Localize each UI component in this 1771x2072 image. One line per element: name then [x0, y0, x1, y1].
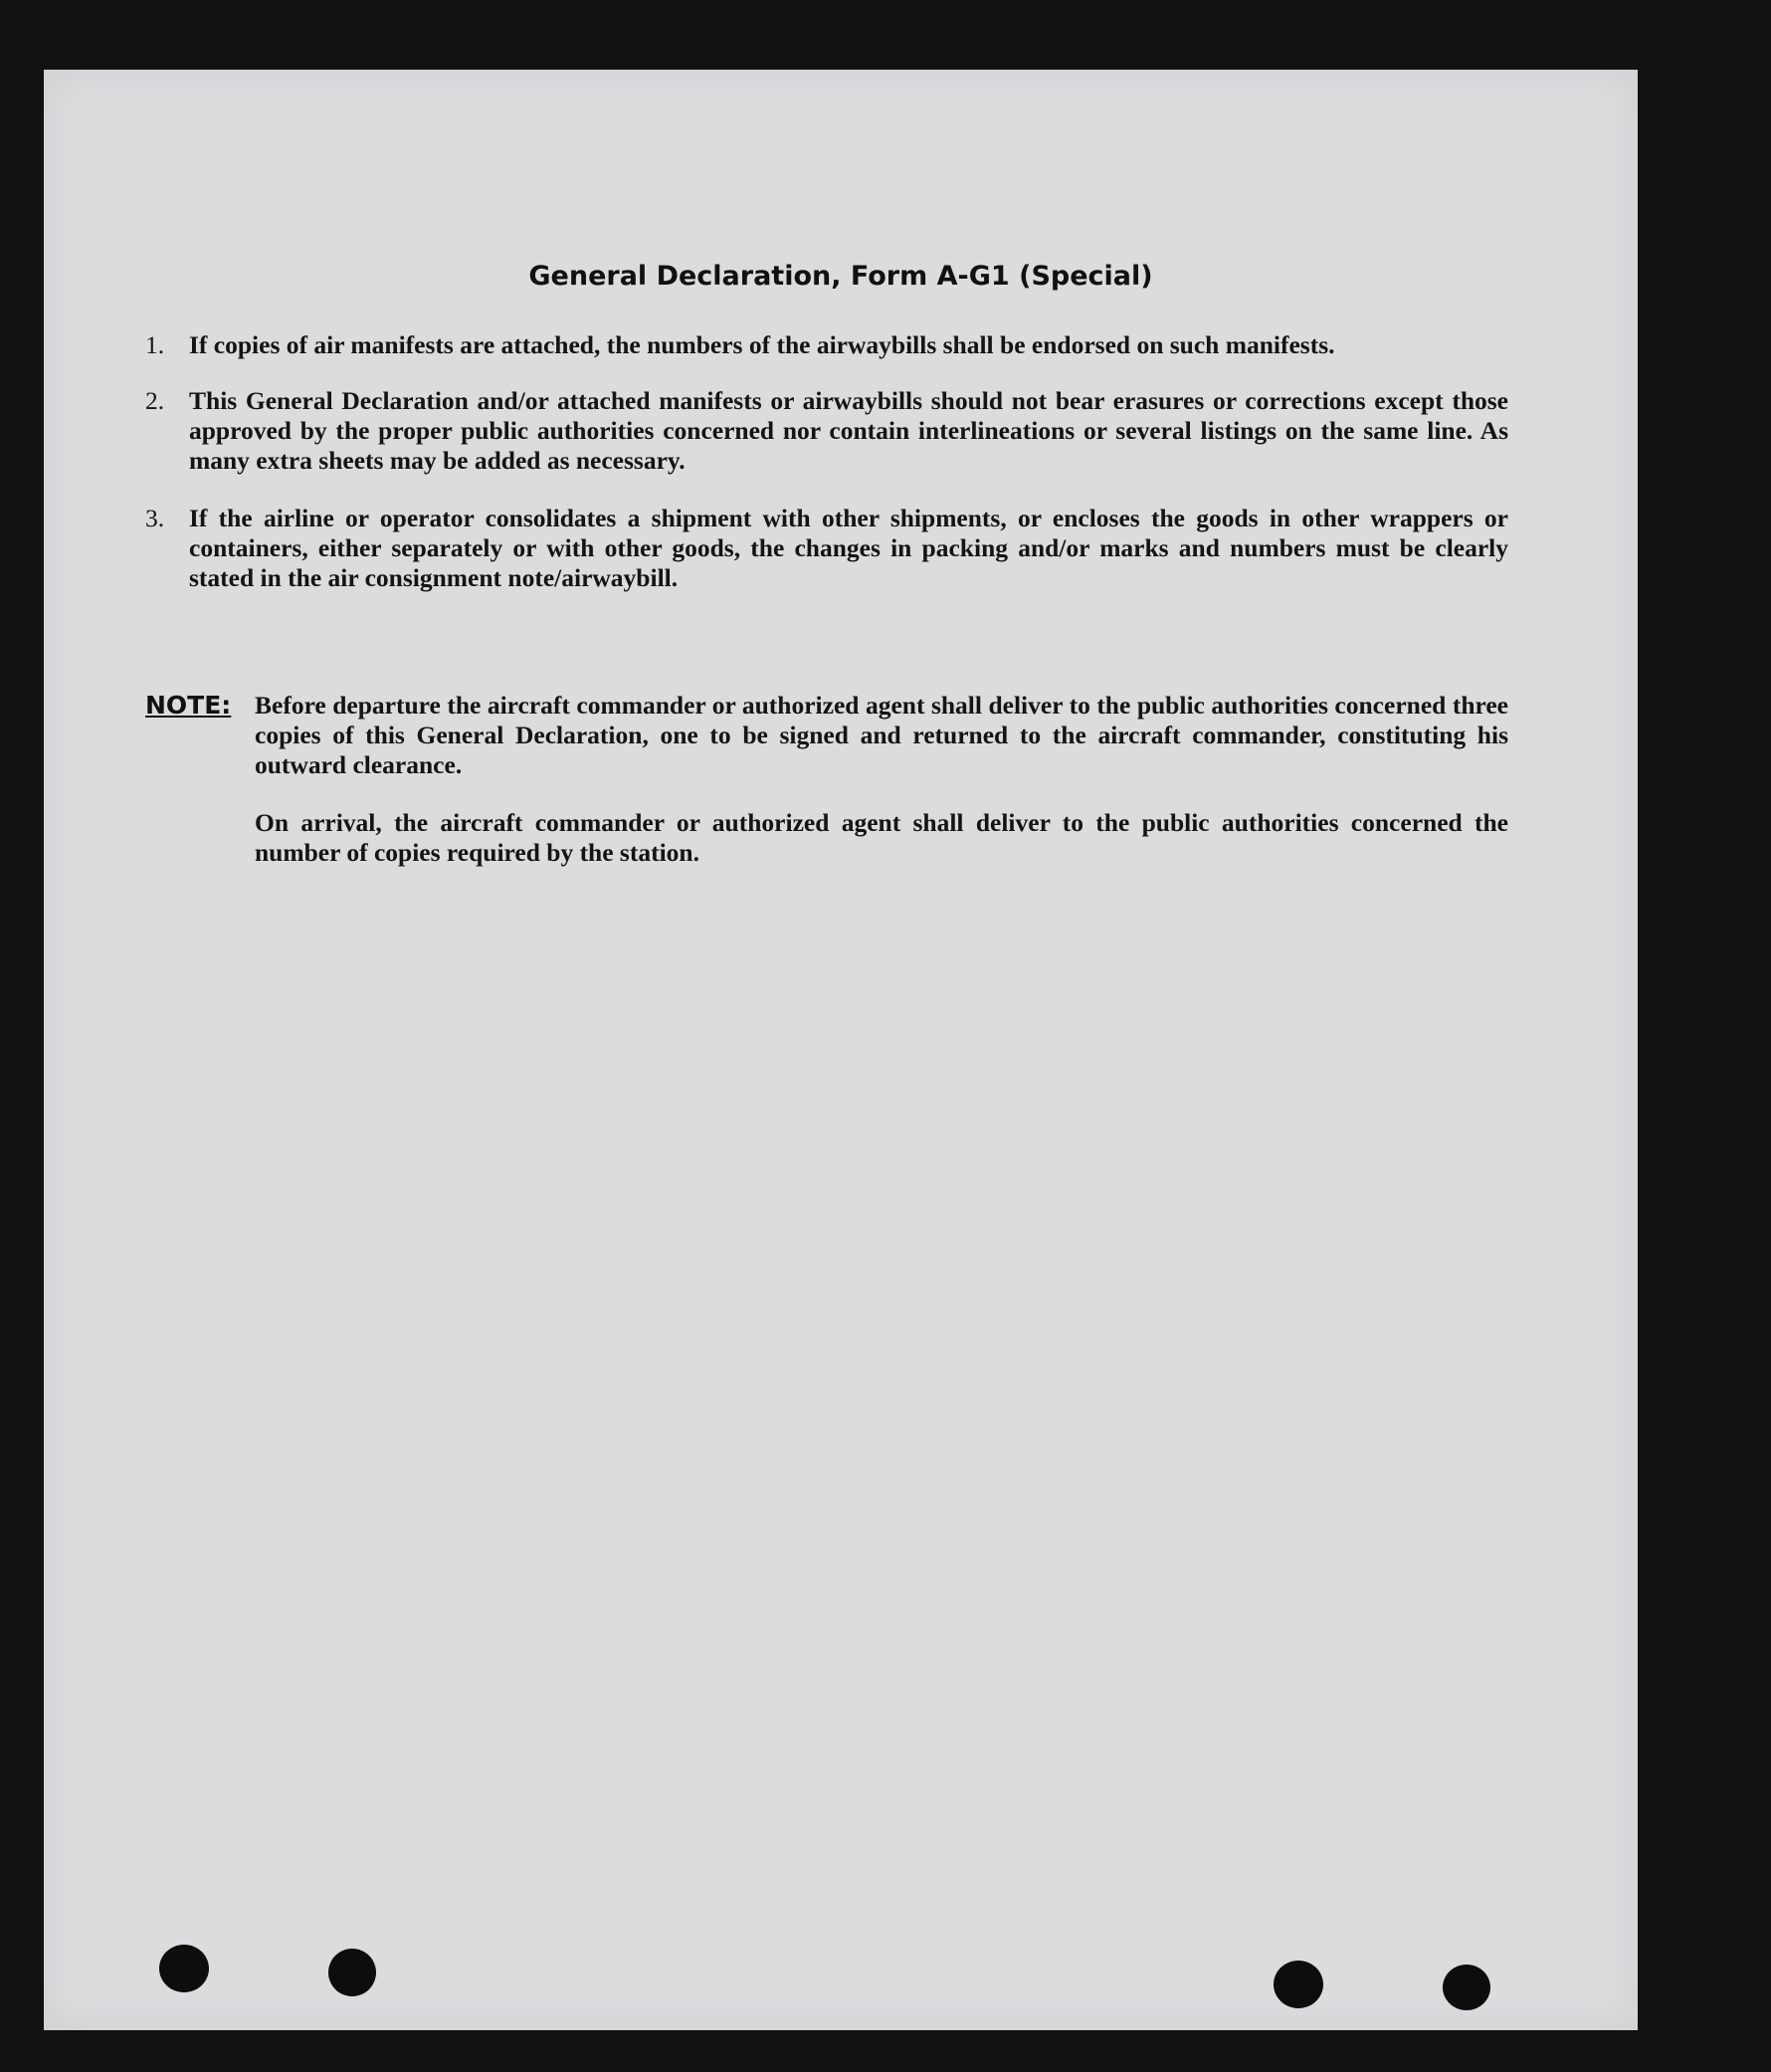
punch-hole — [1274, 1961, 1323, 2008]
note-paragraph: On arrival, the aircraft commander or authorized agent shall deliver to the public authorities concerned the number of copies required by the station. — [255, 808, 1508, 867]
punch-hole — [328, 1949, 376, 1996]
list-item — [145, 504, 1508, 593]
punch-hole — [1443, 1965, 1490, 2010]
note-paragraph: Before departure the aircraft commander or authorized agent shall deliver to the public authorities concerned three copies of this General Declaration, one to be signed and returned to the aircraft commander, constituting his outward clearance. — [255, 691, 1508, 779]
item-text: This General Declaration and/or attached manifests or airwaybills should not bear erasures or corrections except those approved by the proper public authorities concerned nor contain interlineations or several listings on the same line. As many extra sheets may be added as necessary. — [189, 386, 1508, 475]
list-item — [145, 386, 1508, 476]
item-text: If copies of air manifests are attached, the numbers of the airwaybills shall be endorsed on such manifests. — [189, 330, 1335, 359]
punch-hole — [159, 1945, 209, 1992]
item-number: 2. — [145, 386, 165, 415]
item-number: 3. — [145, 504, 165, 532]
item-number: 1. — [145, 330, 165, 359]
list-item — [145, 330, 1508, 360]
item-text: If the airline or operator consolidates a shipment with other shipments, or encloses the goods in other wrappers or containers, either separately or with other goods, the changes in packing and/or marks and numbers must be clearly stated in the air consignment note/airwaybill. — [189, 504, 1508, 592]
note-label: NOTE: — [145, 691, 232, 720]
document-page — [44, 70, 1638, 2030]
page-title: General Declaration, Form A-G1 (Special) — [528, 261, 1153, 292]
